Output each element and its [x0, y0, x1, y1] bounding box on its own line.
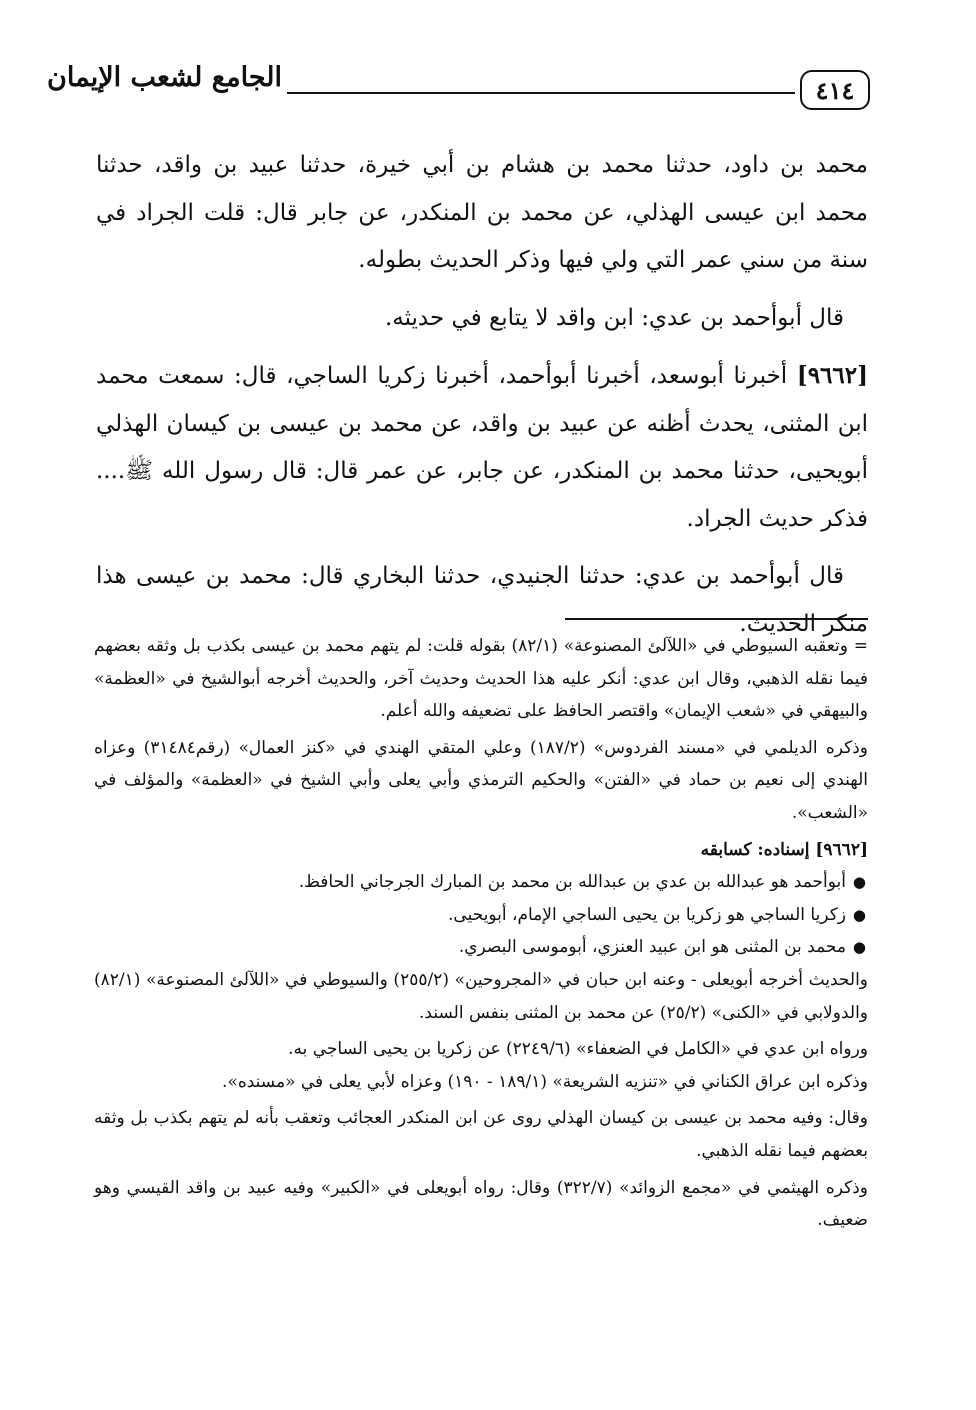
- isnad-heading: [٩٦٦٢] إسناده: كسابقه: [700, 839, 868, 860]
- footnote-paragraph-3: والحديث أخرجه أبويعلى - وعنه ابن حبان في «المجروحين» (٢٥٥/٢) والسيوطي في «اللآلئ المصنوعة» (٨٢/١) والدولابي في «الكنى» (٢٥/٢) عن محمد بن المثنى بنفس السند.: [94, 969, 868, 1023]
- main-text: [96, 142, 868, 648]
- footnote-divider: [565, 618, 868, 620]
- main-paragraph-1: محمد بن داود، حدثنا محمد بن هشام بن أبي خيرة، حدثنا عبيد بن واقد، حدثنا محمد ابن عيسى الهذلي، عن محمد بن المنكدر، عن جابر قال: قلت الجراد في سنة من سني عمر التي ولي فيها وذكر الحديث بطوله.: [96, 152, 868, 273]
- footnote-paragraph-2: وذكره الديلمي في «مسند الفردوس» (١٨٧/٢) وعلي المتقي الهندي في «كنز العمال» (رقم٣١٤٨٤) وعزاه الهندي إلى نعيم بن حماد في «الفتن» والحكيم الترمذي وأبي يعلى وأبي الشيخ في «العظمة» والمؤلف في «الشعب».: [94, 737, 868, 823]
- narrator-list: [94, 866, 868, 964]
- page-number: ٤١٤: [815, 75, 855, 105]
- running-title: الجامع لشعب الإيمان: [47, 62, 282, 93]
- header-rule: [287, 92, 795, 94]
- footnotes: [94, 630, 868, 1237]
- page-number-badge: [800, 70, 870, 110]
- bullet-icon: ●: [852, 873, 866, 892]
- bullet-icon: ●: [852, 938, 866, 957]
- narrator-item: ● أبوأحمد هو عبدالله بن عدي بن عبدالله بن محمد بن المبارك الجرجاني الحافظ.: [94, 866, 846, 899]
- narrator-item: ● زكريا الساجي هو زكريا بن يحيى الساجي الإمام، أبويحيى.: [94, 899, 846, 932]
- footnote-paragraph-7: وذكره الهيثمي في «مجمع الزوائد» (٣٢٢/٧) وقال: رواه أبويعلى في «الكبير» وفيه عبيد بن واقد القيسي وهو ضعيف.: [94, 1177, 868, 1231]
- main-paragraph-3: [96, 352, 868, 543]
- footnote-paragraph-4: ورواه ابن عدي في «الكامل في الضعفاء» (٢٢٤٩/٦) عن زكريا بن يحيى الساجي به.: [288, 1039, 868, 1060]
- main-paragraph-2: قال أبوأحمد بن عدي: ابن واقد لا يتابع في حديثه.: [384, 304, 844, 331]
- footnote-paragraph-5: وذكره ابن عراق الكناني في «تنزيه الشريعة» (١٨٩/١ - ١٩٠) وعزاه لأبي يعلى في «مسنده».: [222, 1071, 868, 1092]
- narrator-item: ● محمد بن المثنى هو ابن عبيد العنزي، أبوموسى البصري.: [94, 931, 846, 964]
- hadith-number: [٩٦٦٢]: [796, 362, 869, 389]
- footnote-paragraph-1: = وتعقبه السيوطي في «اللآلئ المصنوعة» (٨٢/١) بقوله قلت: لم يتهم محمد بن عيسى بكذب بل وثقه بعضهم فيما نقله الذهبي، وقال ابن عدي: أنكر عليه هذا الحديث وحديث آخر، والحديث أخرجه أبوالشيخ في «العظمة» والبيهقي في «شعب الإيمان» واقتصر الحافظ على تضعيفه والله أعلم.: [94, 636, 868, 722]
- bullet-icon: ●: [852, 905, 866, 924]
- hadith-text: أخبرنا أبوسعد، أخبرنا أبوأحمد، أخبرنا زكريا الساجي، قال: سمعت محمد ابن المثنى، يحدث أظنه عن عبيد بن واقد، عن محمد بن عيسى بن كيسان الهذلي أبويحيى، حدثنا محمد بن المنكدر، عن جابر، عن عمر قال: قال رسول الله ﷺ.... فذكر حديث الجراد.: [96, 363, 868, 532]
- main-paragraph-4: قال أبوأحمد بن عدي: حدثنا الجنيدي، حدثنا البخاري قال: محمد بن عيسى هذا منكر الحديث.: [96, 563, 868, 637]
- footnote-paragraph-6: وقال: وفيه محمد بن عيسى بن كيسان الهذلي روى عن ابن المنكدر العجائب وتعقب بأنه لم يتهم بكذب بل وثقه بعضهم فيما نقله الذهبي.: [94, 1108, 868, 1161]
